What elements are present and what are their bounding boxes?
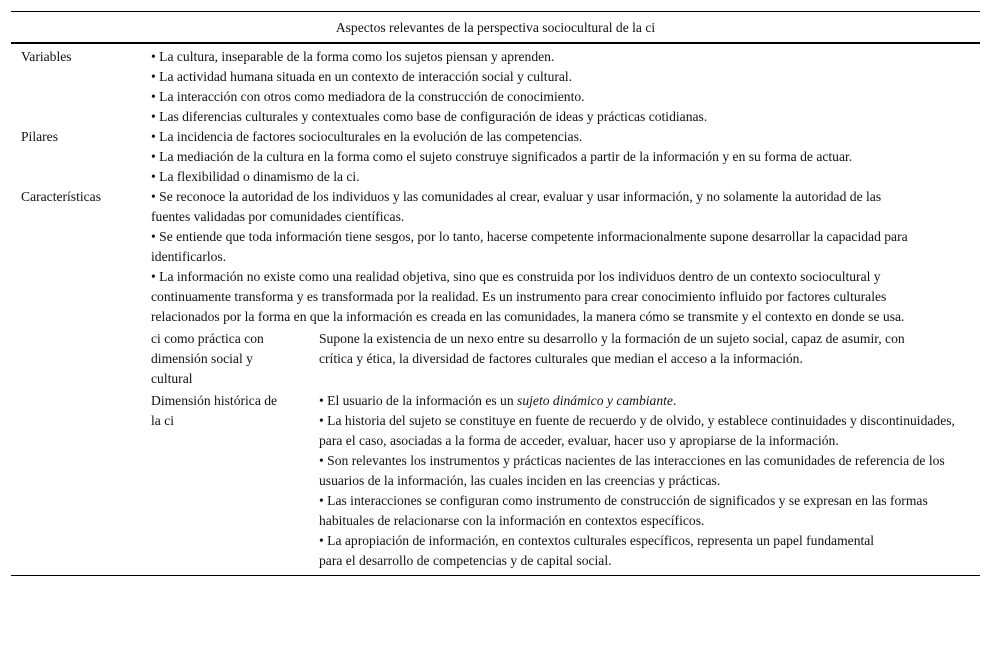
list-item: • La incidencia de factores socioculturales en la evolución de las competencias. bbox=[151, 129, 583, 144]
table-row-caracteristicas bbox=[11, 187, 980, 571]
item-italic: sujeto dinámico y cambiante bbox=[517, 393, 673, 408]
list-item: • La flexibilidad o dinamismo de la ci. bbox=[151, 169, 360, 184]
row-label: Variables bbox=[21, 49, 72, 64]
list-item bbox=[319, 391, 959, 411]
list-item: • Se entiende que toda información tiene sesgos, por lo tanto, hacerse competente informacionalmente supone desarrollar la capacidad para identificarlos. bbox=[151, 229, 908, 264]
list-item: • La mediación de la cultura en la forma como el sujeto construye significados a partir de la información y en su forma de actuar. bbox=[151, 149, 853, 164]
row-label: Características bbox=[21, 189, 102, 204]
table-title: Aspectos relevantes de la perspectiva sociocultural de la ci bbox=[11, 12, 980, 44]
list-item: • Son relevantes los instrumentos y prácticas nacientes de las interacciones en las comunidades de referencia de los usuarios de la información, las cuales inciden en las creencias y prácticas. bbox=[319, 453, 945, 488]
list-item: • Las diferencias culturales y contextuales como base de configuración de ideas y prácticas cotidianas. bbox=[151, 109, 708, 124]
list-item: • La apropiación de información, en contextos culturales específicos, representa un papel fundamental para el desarrollo de competencias y de capital social. bbox=[319, 533, 875, 568]
list-item: • La cultura, inseparable de la forma como los sujetos piensan y aprenden. bbox=[151, 49, 555, 64]
list-item: • La actividad humana situada en un contexto de interacción social y cultural. bbox=[151, 69, 573, 84]
item-prefix: • El usuario de la información es un bbox=[319, 393, 518, 408]
table-row-variables bbox=[11, 47, 980, 127]
subrow-label: ci como práctica con dimensión social y cultural bbox=[151, 331, 264, 386]
list-item: • La información no existe como una realidad objetiva, sino que es construida por los individuos dentro de un contexto sociocultural y continuamente transforma y es transformada por la realidad. Es un instrumento para crear conocimiento influido por factores culturales relacionados por la forma en que la información es creada en las comunidades, la manera cómo se transmite y el contexto en donde se usa. bbox=[151, 269, 905, 324]
subrow-text: Supone la existencia de un nexo entre su desarrollo y la formación de un sujeto social, capaz de asumir, con crítica y ética, la diversidad de factores culturales que median el acceso a la información. bbox=[319, 331, 905, 366]
data-table bbox=[11, 11, 980, 576]
list-item: • La historia del sujeto se constituye en fuente de recuerdo y de olvido, y establece continuidades y discontinuidades, para el caso, asociadas a la forma de acceder, evaluar, hacer uso y apropiarse de la información. bbox=[319, 413, 955, 448]
subrow-historica bbox=[151, 391, 961, 571]
item-suffix: . bbox=[672, 393, 677, 408]
subrow-label: Dimensión histórica de la ci bbox=[151, 393, 278, 428]
row-label: Pilares bbox=[21, 129, 58, 144]
subrow-practica bbox=[151, 329, 961, 389]
list-item: • Las interacciones se configuran como instrumento de construcción de significados y se expresan en las formas habituales de relacionarse con la información en contextos específicos. bbox=[319, 493, 928, 528]
table-row-pilares bbox=[11, 127, 980, 187]
list-item: • La interacción con otros como mediadora de la construcción de conocimiento. bbox=[151, 89, 585, 104]
list-item: • Se reconoce la autoridad de los individuos y las comunidades al crear, evaluar y usar información, y no solamente la autoridad de las fuentes validadas por comunidades científicas. bbox=[151, 189, 882, 224]
